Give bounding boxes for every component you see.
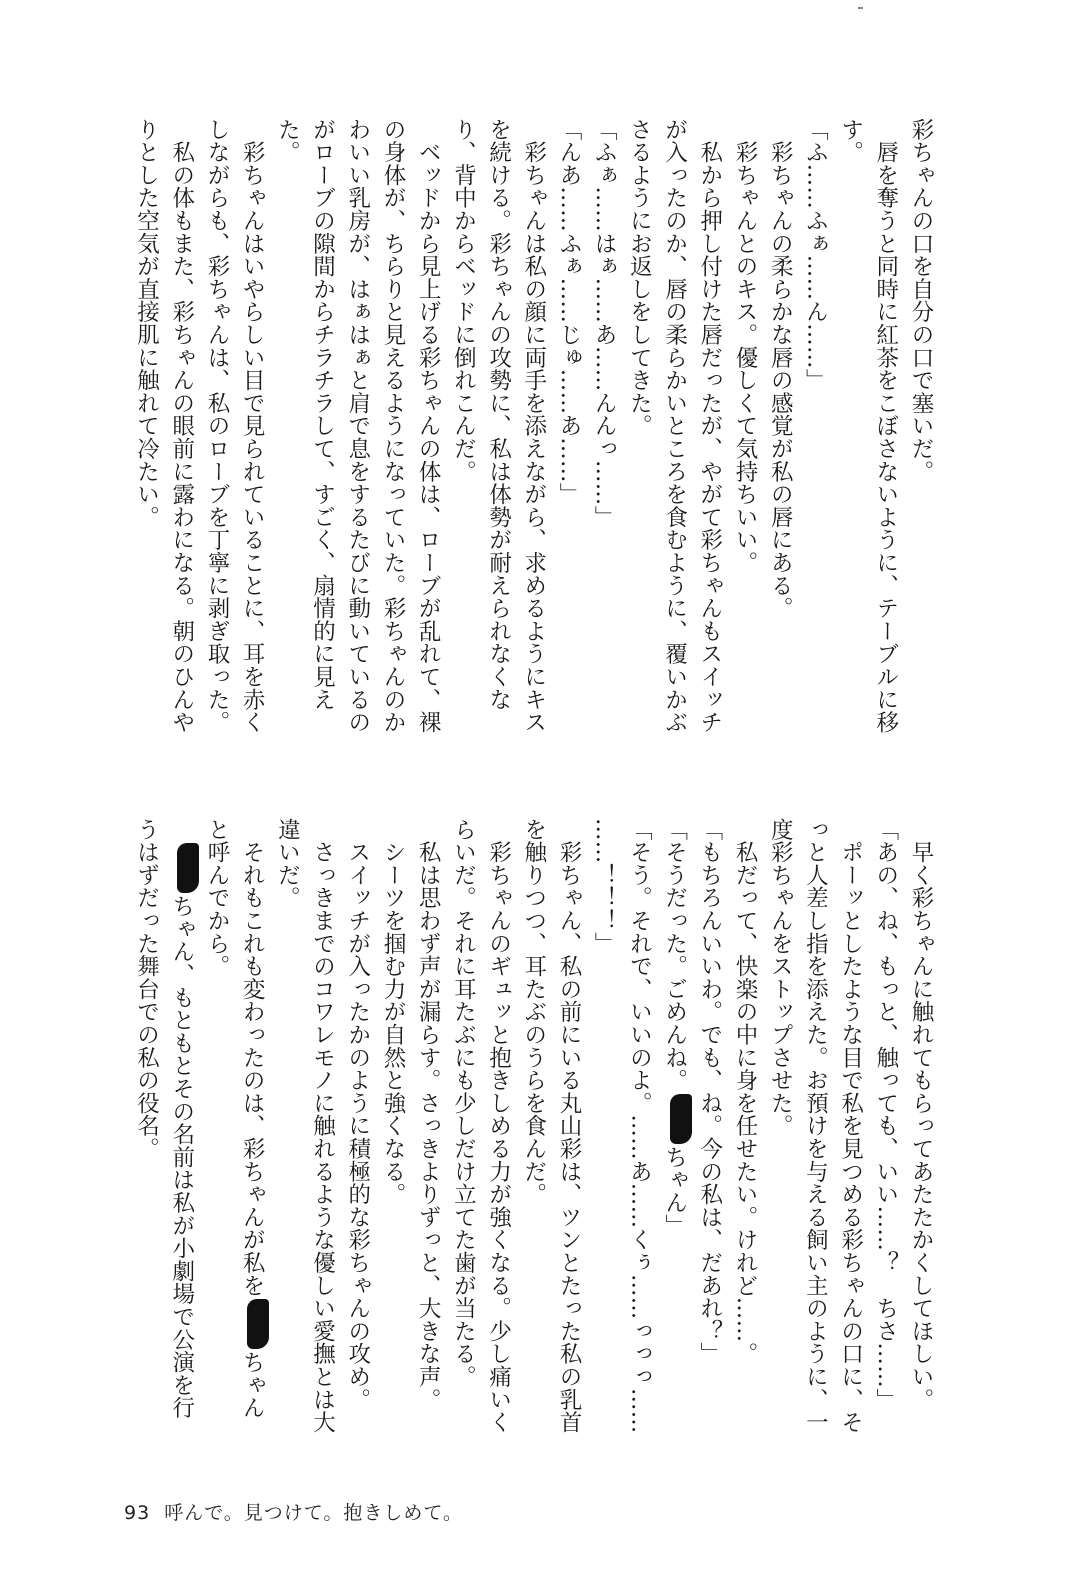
text-column: と呼んでから。 — [203, 818, 230, 978]
text-column: り、背中からベッドに倒れこんだ。 — [450, 118, 477, 483]
text-column: 彩ちゃんは私の顔に両手を添えながら、求めるようにキス — [520, 118, 547, 734]
text-column: 彩ちゃんとのキス。優しくて気持ちいい。 — [731, 118, 758, 574]
text-column: 私から押し付けた唇だったが、やがて彩ちゃんもスイッチ — [696, 118, 723, 734]
running-title: 呼んで。見つけて。抱きしめて。 — [164, 1502, 464, 1524]
text-segment: 「そうだった。ごめんね。 — [661, 818, 688, 1092]
text-column — [234, 818, 269, 1468]
text-column: っと人差し指を添えた。お預けを与える飼い主のように、一 — [802, 818, 829, 1434]
text-column: 「んあ……ふぁ……じゅ……あ……」 — [555, 118, 582, 506]
text-column: す。 — [837, 118, 864, 164]
page-number: 93 — [124, 1502, 151, 1524]
text-column: 「もちろんいいわ。でも、ね。今の私は、だあれ？」 — [696, 818, 723, 1366]
text-column: 彩ちゃん、私の前にいる丸山彩は、ツンとたった私の乳首 — [555, 818, 582, 1434]
text-column: ……！！！」 — [591, 818, 618, 955]
text-column: 唇を奪うと同時に紅茶をこぼさないように、テーブルに移 — [872, 118, 899, 734]
text-column: しながらも、彩ちゃんは、私のローブを丁寧に剥ぎ取った。 — [203, 118, 230, 734]
text-block-top — [128, 118, 938, 758]
text-segment: それもこれも変わったのは、彩ちゃんが私を — [239, 818, 266, 1297]
text-column: がローブの隙間からチラチラして、すごく、扇情的に見え — [309, 118, 336, 711]
text-column: 彩ちゃんはいやらしい目で見られていることに、耳を赤く — [239, 118, 266, 734]
text-column: た。 — [274, 118, 301, 164]
text-column: 度彩ちゃんをストップさせた。 — [767, 818, 794, 1138]
text-column: わいい乳房が、はぁはぁと肩で息をするたびに動いているの — [344, 118, 371, 734]
text-segment: ちゃん」 — [661, 1145, 688, 1237]
text-column: 彩ちゃんの口を自分の口で塞いだ。 — [908, 118, 934, 483]
text-column: を触りつつ、耳たぶのうらを食んだ。 — [520, 818, 547, 1206]
text-column: 私だって、快楽の中に身を任せたい。けれど……。 — [731, 818, 758, 1366]
text-column: 私は思わず声が漏らす。さっきよりずっと、大きな声。 — [415, 818, 442, 1411]
redaction-mark — [177, 843, 199, 893]
text-column: 違いだ。 — [274, 818, 301, 910]
text-segment — [169, 818, 195, 841]
page-footer — [124, 1498, 463, 1525]
text-segment: ちゃん、もともとその名前は私が小劇場で公演を行 — [168, 894, 195, 1420]
text-column: 彩ちゃんのギュッと抱きしめる力が強くなる。少し痛いく — [485, 818, 512, 1434]
text-block-bottom — [128, 818, 938, 1468]
redaction-mark — [247, 1299, 269, 1349]
scan-speck — [858, 7, 863, 9]
text-column: が入ったのか、唇の柔らかいところを食むように、覆いかぶ — [661, 118, 688, 734]
text-column: 彩ちゃんの柔らかな唇の感覚が私の唇にある。 — [767, 118, 794, 620]
text-column: 早く彩ちゃんに触れてもらってあたたかくしてほしい。 — [908, 818, 934, 1411]
text-column — [656, 818, 691, 1468]
text-column — [164, 818, 199, 1468]
text-segment: ちゃん — [239, 1350, 266, 1420]
text-column: の身体が、ちらりと見えるようになっていた。彩ちゃんのか — [379, 118, 406, 734]
text-column: 「そう。それで、いいのよ。……あ……くぅ……っっっ…… — [626, 818, 653, 1434]
text-column: を続ける。彩ちゃんの攻勢に、私は体勢が耐えられなくな — [485, 118, 512, 711]
text-column: ポーッとしたような目で私を見つめる彩ちゃんの口に、そ — [837, 818, 864, 1434]
text-column: さるようにお返しをしてきた。 — [626, 118, 653, 438]
text-column: さっきまでのコワレモノに触れるような優しい愛撫とは大 — [309, 818, 336, 1434]
text-column: りとした空気が直接肌に触れて冷たい。 — [133, 118, 160, 529]
text-column: スイッチが入ったかのように積極的な彩ちゃんの攻め。 — [344, 818, 371, 1411]
text-column: 「あの、ね、もっと、触っても、いい……？ ちさ……」 — [872, 818, 899, 1411]
text-column: シーツを掴む力が自然と強くなる。 — [379, 818, 406, 1206]
text-column: 「ふ……ふぁ……ん……」 — [802, 118, 829, 392]
text-column: うはずだった舞台での私の役名。 — [133, 818, 160, 1160]
text-column: 「ふぁ……はぁ……あ……んんっ……」 — [591, 118, 618, 529]
redaction-mark — [670, 1094, 692, 1144]
text-column: らいだ。それに耳たぶにも少しだけ立てた歯が当たる。 — [450, 818, 477, 1388]
text-column: ベッドから見上げる彩ちゃんの体は、ローブが乱れて、裸 — [415, 118, 442, 734]
text-column: 私の体もまた、彩ちゃんの眼前に露わになる。朝のひんや — [168, 118, 195, 734]
